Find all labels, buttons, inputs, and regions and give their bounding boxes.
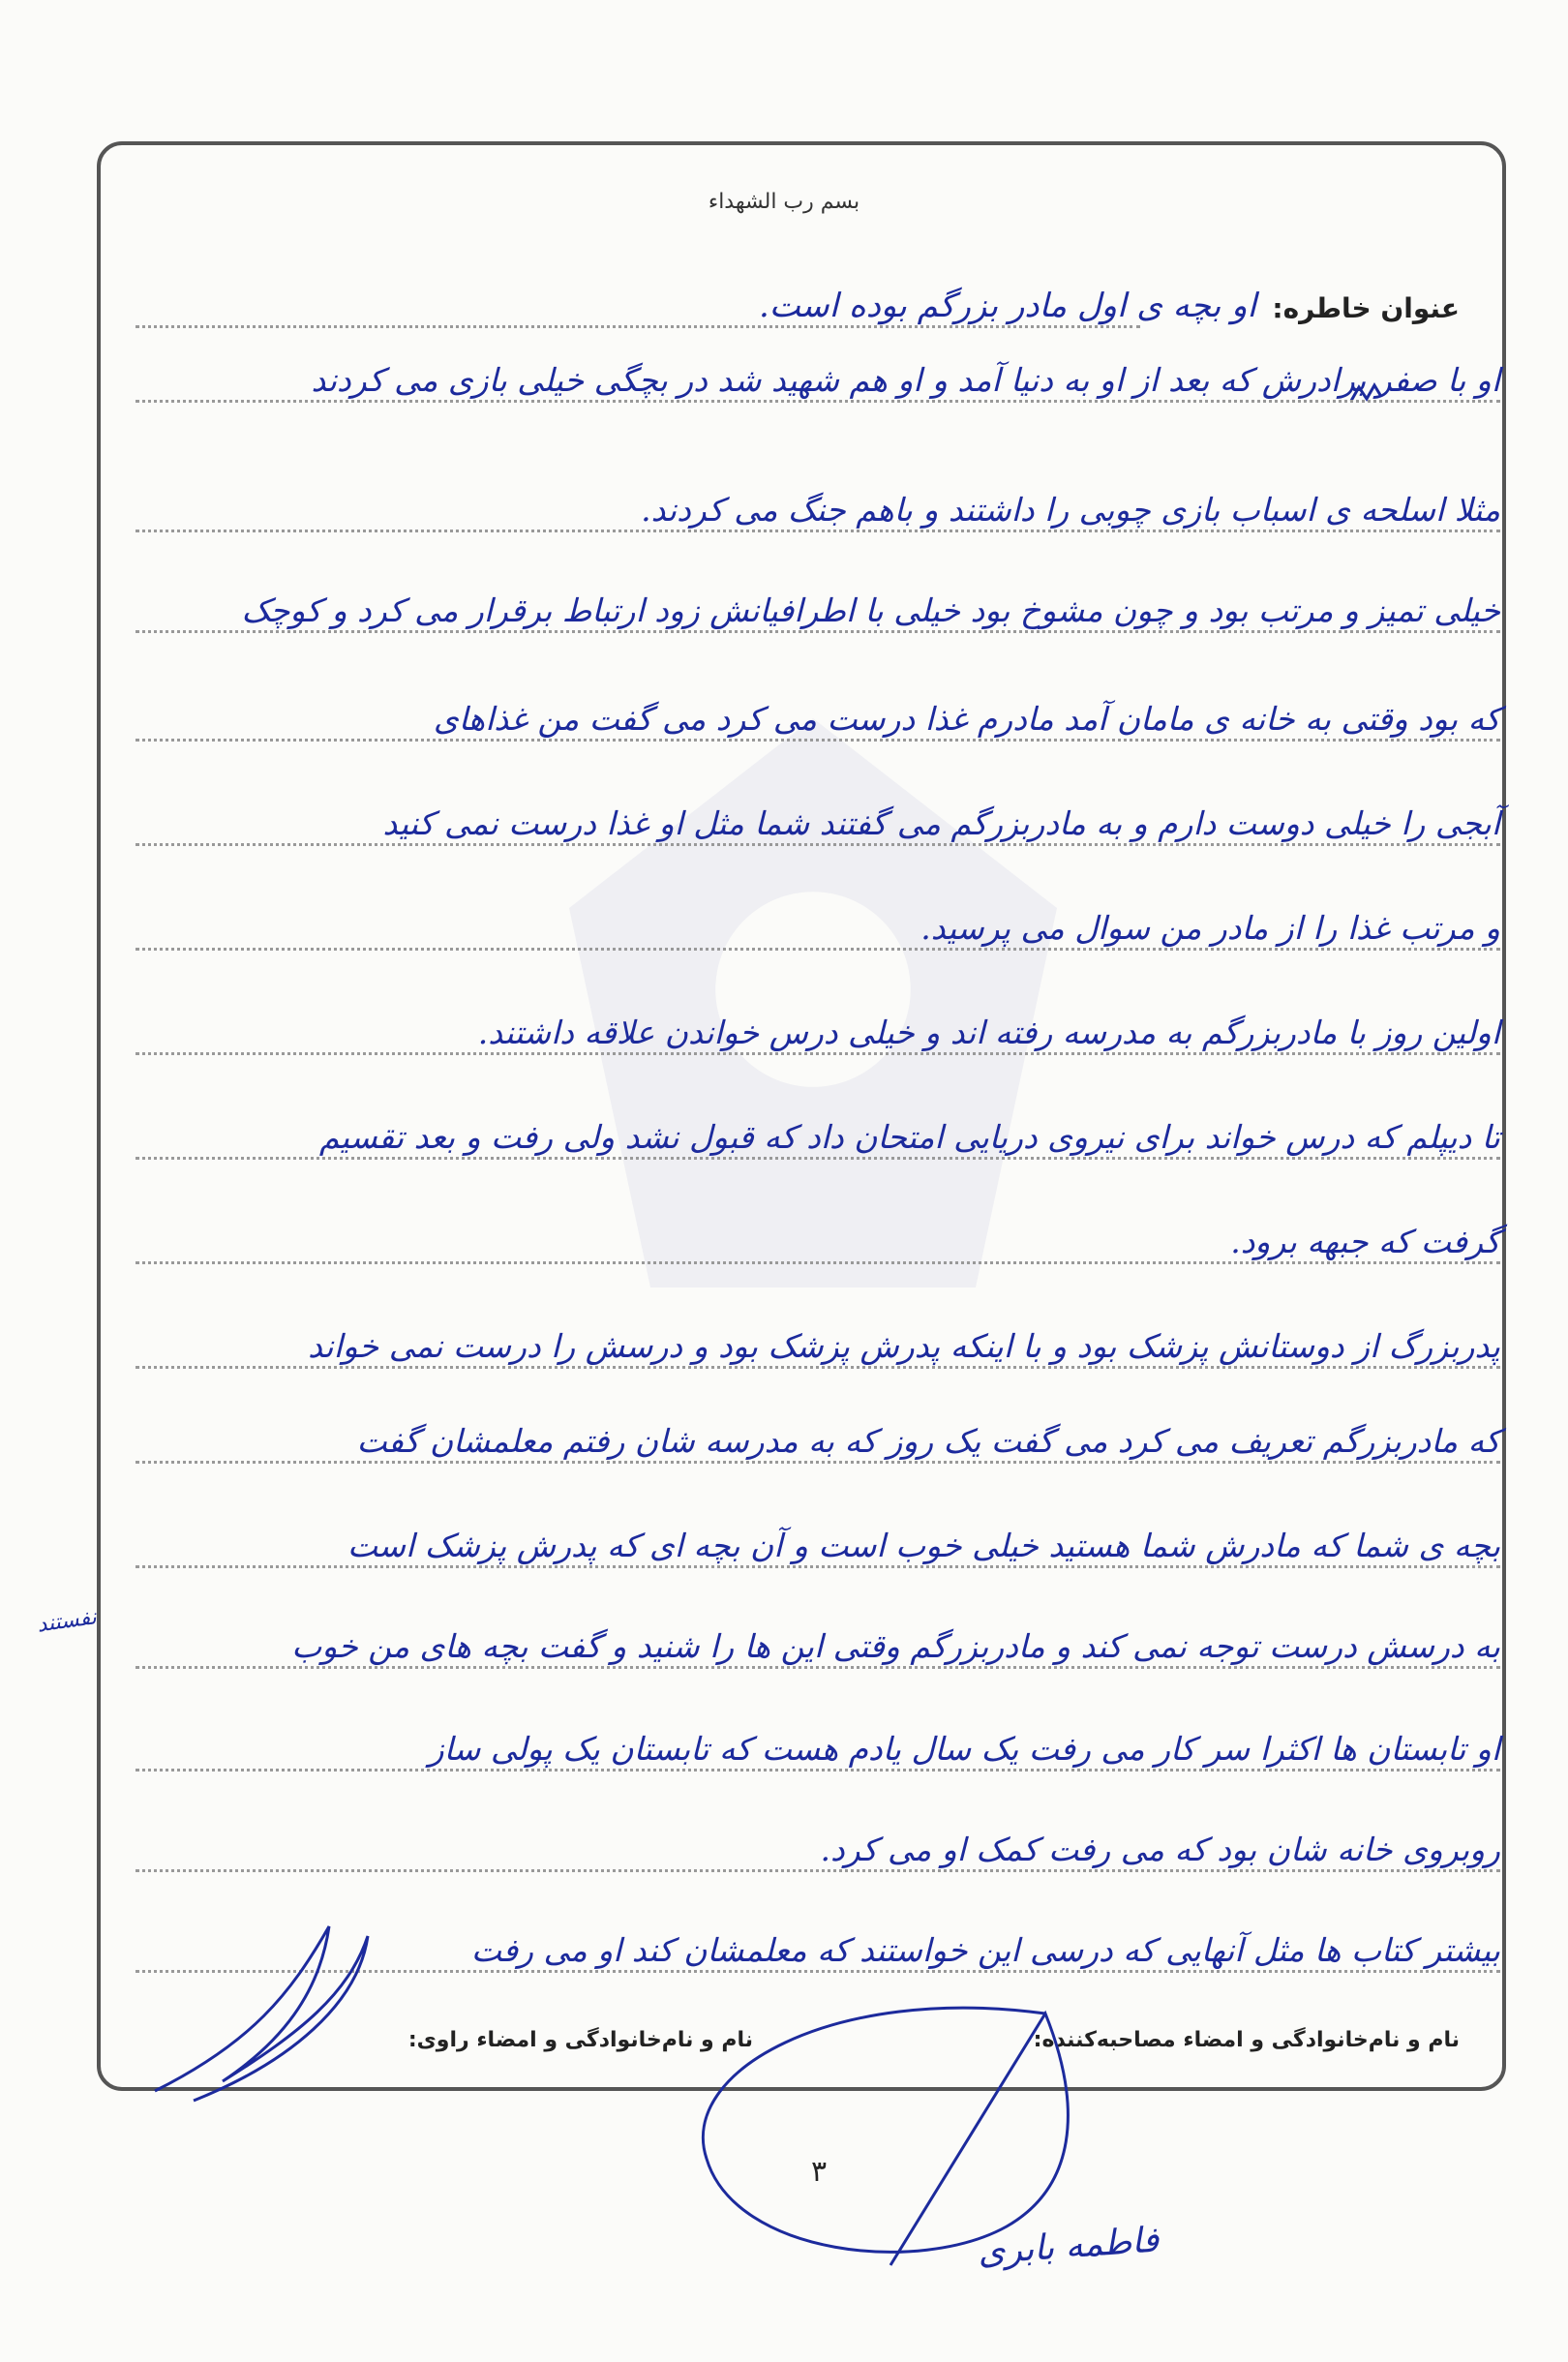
line-text: به درسش درست توجه نمی کند و مادربزرگم وقتی این ها را شنید و گفت بچه های من خوب — [291, 1627, 1500, 1665]
page-number: ۳ — [811, 2155, 828, 2189]
line-text: که مادربزرگم تعریف می کرد می گفت یک روز که به مدرسه شان رفتم معلمشان گفت — [356, 1422, 1500, 1460]
text-line — [136, 689, 1500, 747]
title-label: عنوان خاطره: — [1272, 292, 1460, 324]
text-line — [136, 1107, 1500, 1166]
line-text: بیشتر کتاب ها مثل آنهایی که درسی این خواستند که معلمشان کند او می رفت — [470, 1931, 1500, 1969]
text-line — [136, 1921, 1500, 1979]
line-text: خیلی تمیز و مرتب بود و چون مشوخ بود خیلی با اطرافیانش زود ارتباط برقرار می کرد و کوچک — [241, 591, 1500, 629]
text-line — [136, 350, 1500, 409]
title-handwritten: او بچه ی اول مادر بزرگم بوده است. — [758, 287, 1256, 325]
line-text: که بود وقتی به خانه ی مامان آمد مادرم غذا درست می کرد می گفت من غذاهای — [433, 700, 1500, 738]
line-text: گرفت که جبهه برود. — [1230, 1223, 1500, 1260]
text-line — [136, 1516, 1500, 1574]
interviewer-signature-label: نام و نام‌خانوادگی و امضاء مصاحبه‌کننده: — [1033, 2028, 1460, 2052]
line-text: بچه ی شما که مادرش شما هستید خیلی خوب است و آن بچه ای که پدرش پزشک است — [347, 1527, 1500, 1564]
text-line — [136, 581, 1500, 639]
line-text: مثلا اسلحه ی اسباب بازی چوبی را داشتند و باهم جنگ می کردند. — [641, 491, 1500, 529]
margin-note: نفستند — [35, 1605, 99, 1638]
text-line — [136, 480, 1500, 538]
line-text: او تابستان ها اکثرا سر کار می رفت یک سال یادم هست که تابستان یک پولی ساز — [428, 1730, 1500, 1768]
line-text: تا دیپلم که درس خواند برای نیروی دریایی امتحان داد که قبول نشد ولی رفت و بعد تقسیم — [318, 1118, 1500, 1156]
signature-name: فاطمه بابری — [976, 2220, 1161, 2273]
basmala-header: بسم رب الشهداء — [708, 190, 860, 214]
narrator-signature-label: نام و نام‌خانوادگی و امضاء راوی: — [407, 2028, 753, 2052]
text-line — [136, 1212, 1500, 1270]
text-line — [136, 1003, 1500, 1061]
line-text: او با صفر برادرش که بعد از او به دنیا آمد و او هم شهید شد در بچگی خیلی بازی می کردند — [311, 361, 1500, 399]
text-line — [136, 1317, 1500, 1375]
text-line — [136, 794, 1500, 852]
signature-footer — [116, 2028, 1460, 2067]
line-text: روبروی خانه شان بود که می رفت کمک او می کرد. — [820, 1831, 1500, 1868]
text-line — [136, 1719, 1500, 1777]
text-line — [136, 898, 1500, 956]
line-text: و مرتب غذا را از مادر من سوال می پرسید. — [920, 909, 1500, 947]
text-line — [136, 1411, 1500, 1469]
line-text: پدربزرگ از دوستانش پزشک بود و با اینکه پدرش پزشک بود و درسش را درست نمی خواند — [308, 1327, 1500, 1365]
text-line — [136, 1617, 1500, 1675]
line-text: آبجی را خیلی دوست دارم و به مادربزرگم می گفتند شما مثل او غذا درست نمی کنید — [382, 804, 1500, 842]
text-line — [136, 1820, 1500, 1878]
line-text: اولین روز با مادربزرگم به مدرسه رفته اند و خیلی درس خواندن علاقه داشتند. — [477, 1014, 1500, 1051]
